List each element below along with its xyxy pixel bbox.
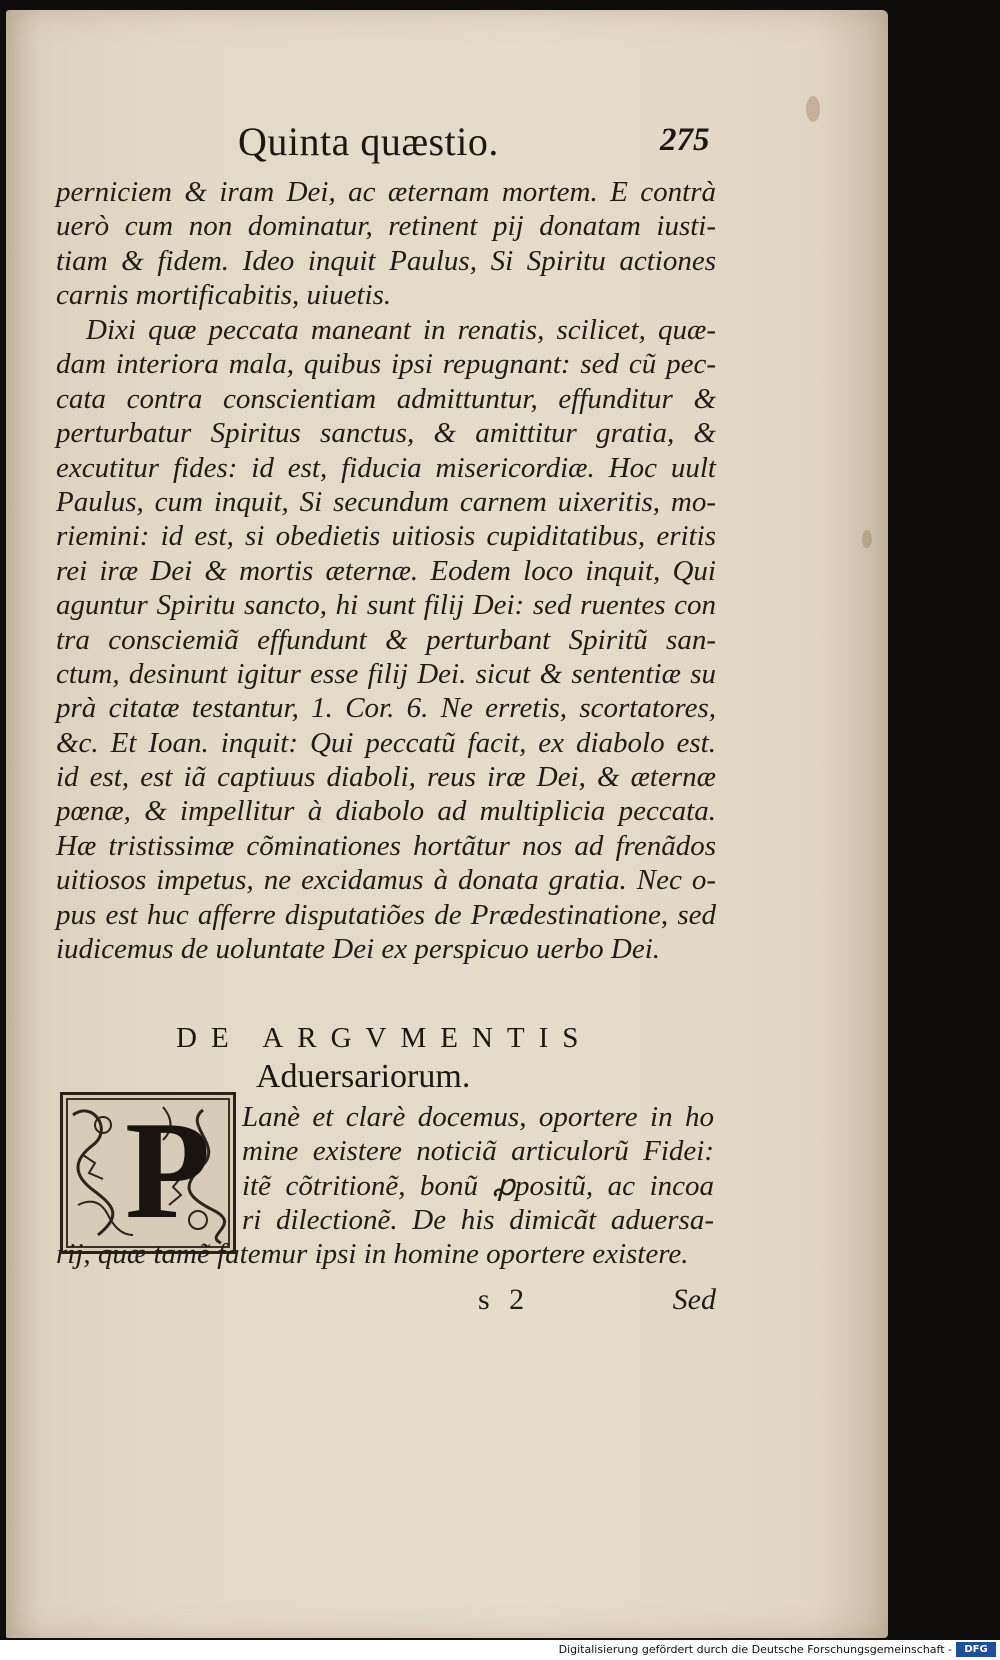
- text-line: Paulus, cum inquit, Si secundum carnem uixeritis, mo-: [56, 485, 716, 518]
- text-line: pus est huc afferre disputatiões de Prædestinatione, sed: [56, 898, 716, 931]
- catchword: Sed: [672, 1283, 716, 1316]
- paragraph-3-continuation: [56, 1237, 716, 1271]
- book-page: [6, 10, 888, 1638]
- text-line: itẽ cõtritionẽ, bonũ ꝓpositũ, ac incoa: [242, 1169, 714, 1202]
- text-line: &c. Et Ioan. inquit: Qui peccatũ facit, ex diabolo est.: [56, 726, 716, 759]
- running-head: [226, 118, 726, 174]
- text-line: tra consciemiã effundunt & perturbant Spiritũ san-: [56, 623, 716, 656]
- page-number: 275: [660, 122, 710, 158]
- text-line: excutitur fides: id est, fiducia misericordiæ. Hoc uult: [56, 451, 716, 484]
- paper-stain: [862, 530, 872, 548]
- text-line: carnis mortificabitis, uiuetis.: [56, 279, 392, 312]
- signature-mark: s 2: [478, 1283, 531, 1316]
- text-line: riemini: id est, si obedietis uitiosis cupiditatibus, eritis: [56, 520, 716, 553]
- text-line: Lanè et clarè docemus, oportere in ho: [242, 1101, 714, 1133]
- paragraph-1: [56, 175, 716, 313]
- text-line: dam interiora mala, quibus ipsi repugnant: sed cũ pec-: [56, 348, 716, 381]
- text-line: ri dilectionẽ. De his dimicãt aduersa-: [242, 1204, 714, 1237]
- text-line: uitiosos impetus, ne excidamus à donata gratia. Nec o-: [56, 864, 716, 897]
- paragraph-3-beside-initial: [242, 1100, 714, 1238]
- text-line: aguntur Spiritu sancto, hi sunt filij Dei: sed ruentes con: [56, 589, 716, 622]
- text-line: perniciem & iram Dei, ac æternam mortem. E contrà: [56, 176, 716, 208]
- text-line: ctum, desinunt igitur esse filij Dei. sicut & sententiæ su: [56, 657, 716, 690]
- decorated-initial: [60, 1092, 236, 1254]
- running-head-title: Quinta quæstio.: [238, 119, 499, 164]
- text-line: rei iræ Dei & mortis æternæ. Eodem loco inquit, Qui: [56, 554, 716, 587]
- initial-letter: P: [125, 1093, 211, 1248]
- dfg-logo-icon: DFG: [956, 1642, 996, 1657]
- text-line: Dixi quæ peccata maneant in renatis, scilicet, quæ-: [86, 314, 716, 346]
- text-line: mine existere noticiã articulorũ Fidei:: [242, 1135, 714, 1168]
- text-line: tiam & fidem. Ideo inquit Paulus, Si Spiritu actiones: [56, 244, 716, 277]
- footer-credit: Digitalisierung gefördert durch die Deutsche Forschungsgemeinschaft -: [558, 1643, 952, 1656]
- catchline: [466, 1283, 716, 1323]
- text-line: cata contra conscientiam admittuntur, effunditur &: [56, 382, 716, 415]
- section-heading-subtitle: Aduersariorum.: [256, 1058, 471, 1095]
- paragraph-2: [56, 313, 716, 966]
- text-line: perturbatur Spiritus sanctus, & amittitur gratia, &: [56, 417, 716, 450]
- text-line: id est, est iã captiuus diaboli, reus iræ Dei, & æternæ: [56, 761, 716, 794]
- text-line: iudicemus de uoluntate Dei ex perspicuo uerbo Dei.: [56, 933, 661, 966]
- text-line: rij, quæ tamẽ fatemur ipsi in homine oportere existere.: [56, 1238, 689, 1270]
- text-line: Hæ tristissimæ cõminationes hortãtur nos ad frenãdos: [56, 829, 716, 862]
- section-heading-caps: DE ARGVMENTIS: [176, 1022, 593, 1054]
- section-heading-sub: [256, 1058, 470, 1096]
- text-line: prà citatæ testantur, 1. Cor. 6. Ne erretis, scortatores,: [56, 692, 716, 725]
- paper-stain: [806, 96, 820, 122]
- text-line: pœnæ, & impellitur à diabolo ad multiplicia peccata.: [56, 795, 716, 828]
- digitization-footer: [0, 1640, 1000, 1660]
- text-line: uerò cum non dominatur, retinent pij donatam iusti-: [56, 210, 716, 243]
